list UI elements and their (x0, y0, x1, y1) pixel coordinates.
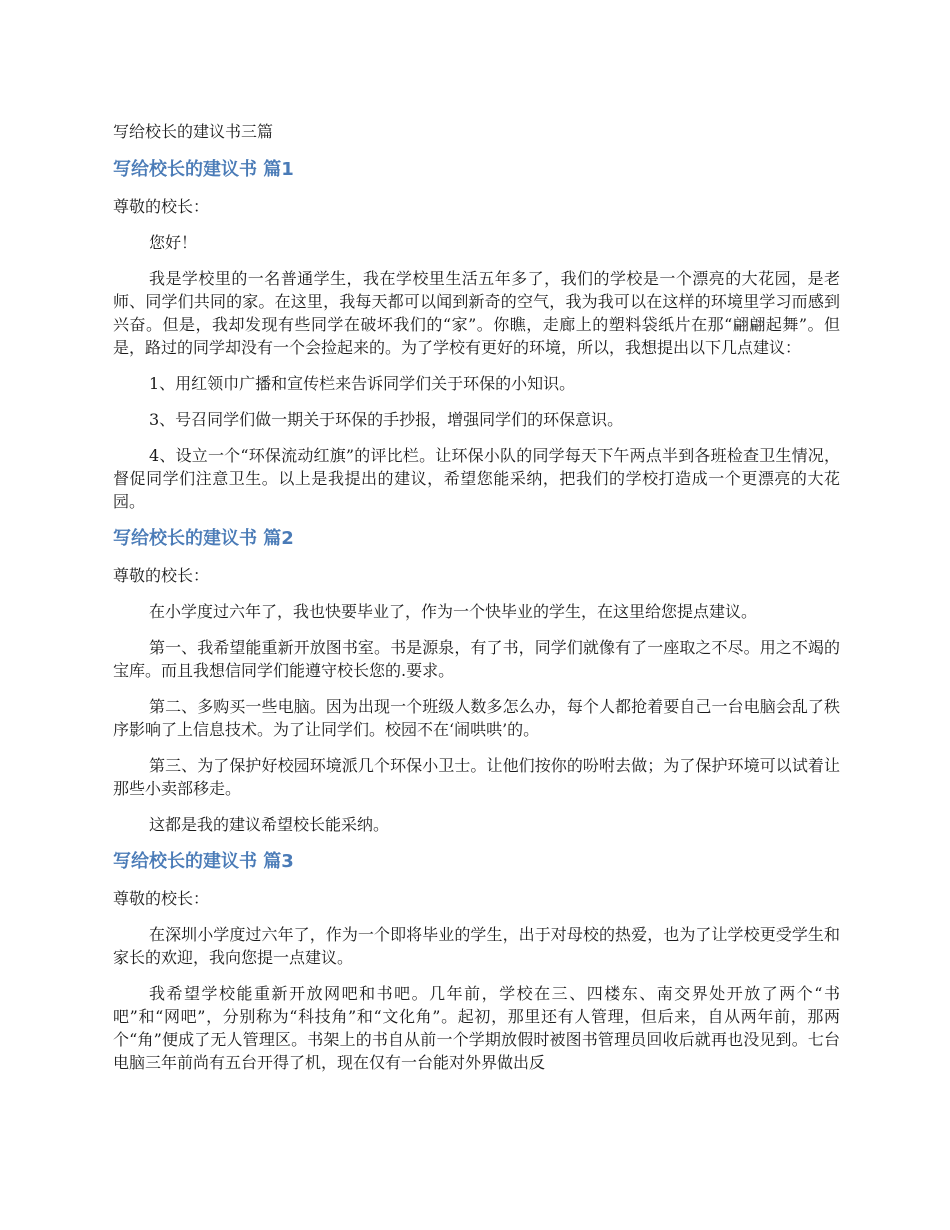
section-heading: 写给校长的建议书 篇2 (113, 528, 294, 549)
body-paragraph: 我希望学校能重新开放网吧和书吧。几年前，学校在三、四楼东、南交界处开放了两个“书吧”和“网吧”，分别称为“科技角”和“文化角”。起初，那里还有人管理，但后来，自从两年前，那两个“角”便成了无人管理区。书架上的书自从前一个学期放假时被图书管理员回收后就再也没见到。七台电脑三年前尚有五台开得了机，现在仅有一台能对外界做出反 (113, 984, 840, 1072)
document-title: 写给校长的建议书三篇 (113, 122, 274, 141)
suggestion-item: 1、用红领巾广播和宣传栏来告诉同学们关于环保的小知识。 (149, 374, 576, 393)
body-paragraph: 第三、为了保护好校园环境派几个环保小卫士。让他们按你的吩咐去做；为了保护环境可以试着让那些小卖部移走。 (113, 756, 840, 798)
body-paragraph: 第一、我希望能重新开放图书室。书是源泉，有了书，同学们就像有了一座取之不尽。用之不竭的宝库。而且我想信同学们能遵守校长您的.要求。 (113, 638, 840, 680)
body-paragraph: 在小学度过六年了，我也快要毕业了，作为一个快毕业的学生，在这里给您提点建议。 (149, 602, 758, 621)
body-paragraph: 第二、多购买一些电脑。因为出现一个班级人数多怎么办，每个人都抢着要自己一台电脑会乱了秩序影响了上信息技术。为了让同学们。校园不在‘闹哄哄’的。 (113, 697, 840, 739)
salutation: 尊敬的校长： (113, 197, 210, 216)
section-heading: 写给校长的建议书 篇3 (113, 851, 294, 872)
section-2 (113, 526, 840, 836)
document-page (113, 120, 840, 1087)
section-heading: 写给校长的建议书 篇1 (113, 159, 294, 180)
salutation: 尊敬的校长： (113, 566, 210, 585)
body-paragraph: 我是学校里的一名普通学生，我在学校里生活五年多了，我们的学校是一个漂亮的大花园，是老师、同学们共同的家。在这里，我每天都可以闻到新奇的空气，我为我可以在这样的环境里学习而感到兴奋。但是，我却发现有些同学在破坏我们的“家”。你瞧，走廊上的塑料袋纸片在那“翩翩起舞”。但是，路过的同学却没有一个会捡起来的。为了学校有更好的环境，所以，我想提出以下几点建议： (113, 269, 840, 357)
suggestion-item: 3、号召同学们做一期关于环保的手抄报，增强同学们的环保意识。 (149, 410, 624, 429)
greeting: 您好！ (149, 233, 198, 252)
section-3 (113, 849, 840, 1074)
salutation: 尊敬的校长： (113, 889, 210, 908)
suggestion-item: 4、设立一个“环保流动红旗”的评比栏。让环保小队的同学每天下午两点半到各班检查卫生情况，督促同学们注意卫生。以上是我提出的建议，希望您能采纳，把我们的学校打造成一个更漂亮的大花园。 (113, 446, 840, 511)
closing-paragraph: 这都是我的建议希望校长能采纳。 (149, 815, 390, 834)
body-paragraph: 在深圳小学度过六年了，作为一个即将毕业的学生，出于对母校的热爱，也为了让学校更受学生和家长的欢迎，我向您提一点建议。 (113, 925, 840, 967)
section-1 (113, 157, 840, 513)
